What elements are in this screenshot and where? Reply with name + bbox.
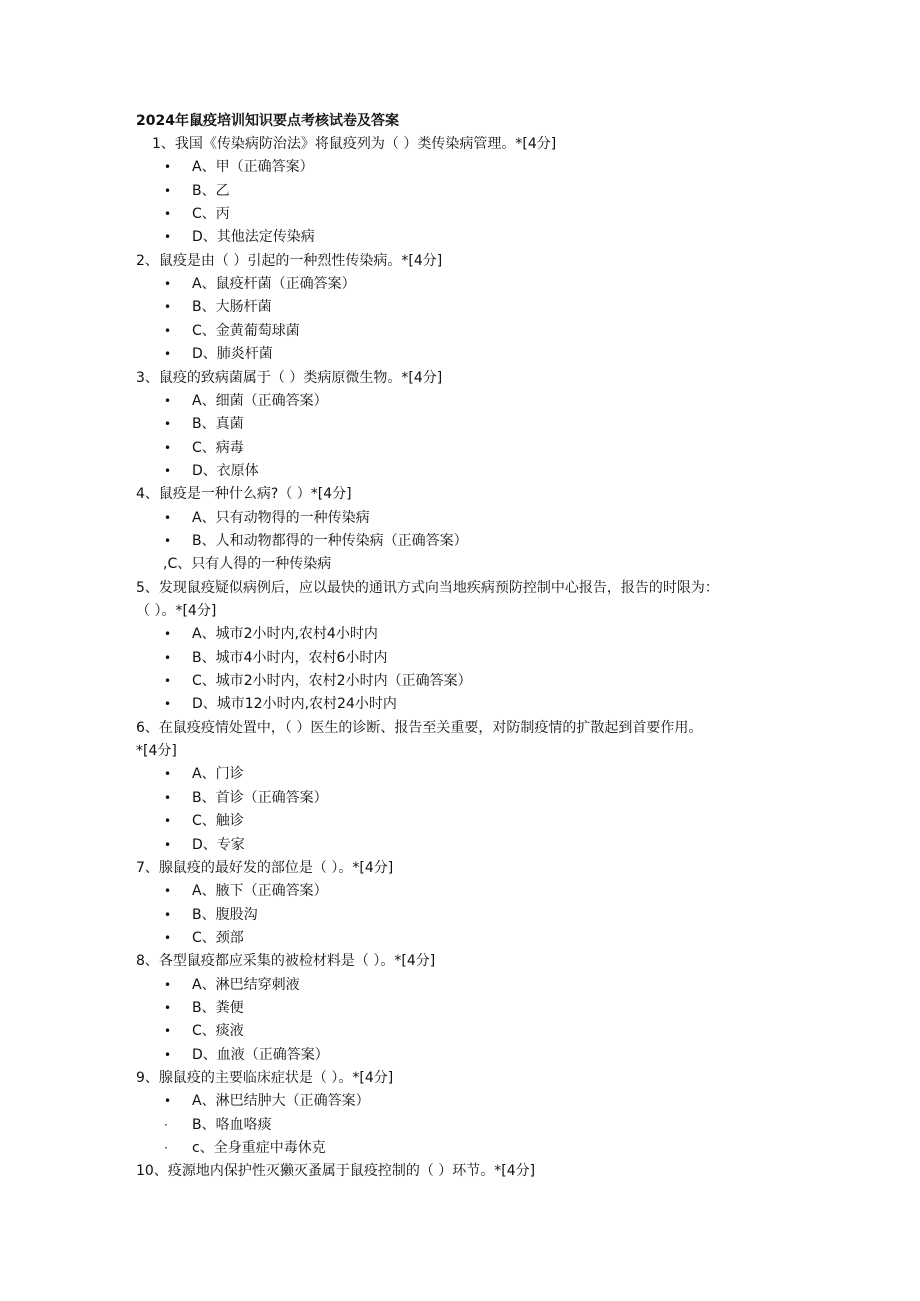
bullet-icon: •	[164, 767, 172, 782]
bullet-icon: •	[164, 1024, 172, 1039]
question-2-option: C、金黄葡萄球菌	[192, 322, 300, 339]
question-6-option: A、门诊	[192, 766, 244, 783]
question-6-option: C、触诊	[192, 813, 244, 830]
bullet-icon: •	[164, 884, 172, 899]
question-1-text: 1、我国《传染病防治法》将鼠疫列为（ ）类传染病管理。*[4分]	[152, 136, 557, 152]
question-2-option: D、肺炎杆菌	[192, 346, 273, 363]
question-5-text: （ ）。*[4分]	[136, 603, 217, 619]
question-6-text: *[4分]	[136, 743, 177, 760]
question-1-option: C、丙	[192, 206, 230, 223]
question-7-text: 7、腺鼠疫的最好发的部位是（ ）。*[4分]	[136, 859, 394, 876]
bullet-icon: •	[164, 674, 172, 689]
bullet-icon: •	[164, 977, 172, 992]
bullet-icon: •	[164, 347, 172, 362]
question-3-option: C、病毒	[192, 439, 244, 456]
question-2-option: A、鼠疫杆菌（正确答案）	[192, 276, 356, 293]
bullet-icon: •	[164, 1047, 172, 1062]
question-6-text: 6、在鼠疫疫情处置中，（ ）医生的诊断、报告至关重要，对防制疫情的扩散起到首要作用。	[136, 719, 703, 736]
question-6-option: D、专家	[192, 836, 245, 853]
question-5-option: D、城市12小时内,农村24小时内	[192, 696, 397, 713]
bullet-icon: •	[164, 930, 172, 945]
question-9-option: B、咯血咯痰	[192, 1116, 272, 1133]
question-5-option: C、城市2小时内，农村2小时内（正确答案）	[192, 673, 472, 690]
question-9-option: c、全身重症中毒休克	[192, 1140, 326, 1157]
question-4-option: B、人和动物都得的一种传染病（正确答案）	[192, 532, 468, 549]
bullet-icon: •	[164, 277, 172, 292]
question-4-text: 4、鼠疫是一种什么病?（ ）*[4分]	[136, 486, 352, 503]
bullet-icon: •	[164, 183, 172, 198]
question-3-option: D、衣原体	[192, 462, 259, 479]
bullet-icon: •	[164, 230, 172, 245]
question-1-option: A、甲（正确答案）	[192, 159, 314, 176]
document-title: 2024年鼠疫培训知识要点考核试卷及答案	[136, 113, 399, 129]
question-8-text: 8、各型鼠疫都应采集的被检材料是（ ）。*[4分]	[136, 953, 436, 970]
bullet-icon: •	[164, 533, 172, 548]
question-7-option: A、腋下（正确答案）	[192, 883, 328, 900]
question-5-text: 5、发现鼠疫疑似病例后，应以最快的通讯方式向当地疾病预防控制中心报告，报告的时限为：	[136, 579, 719, 596]
bullet-icon: •	[164, 417, 172, 432]
bullet-icon: •	[164, 814, 172, 829]
question-3-option: A、细菌（正确答案）	[192, 392, 328, 409]
question-8-option: D、血液（正确答案）	[192, 1046, 329, 1063]
question-4-option: A、只有动物得的一种传染病	[192, 509, 370, 526]
question-9-text: 9、腺鼠疫的主要临床症状是（ ）。*[4分]	[136, 1070, 394, 1086]
question-10-text: 10、疫源地内保护性灭獭灭蚤属于鼠疫控制的（ ）环节。*[4分]	[136, 1163, 536, 1180]
bullet-icon: •	[164, 1000, 172, 1015]
bullet-icon: •	[164, 790, 172, 805]
bullet-icon: •	[164, 907, 172, 922]
question-7-option: C、颈部	[192, 929, 244, 946]
question-4-option: ,C、只有人得的一种传染病	[163, 556, 332, 573]
question-5-option: B、城市4小时内，农村6小时内	[192, 649, 388, 666]
bullet-icon: •	[164, 440, 172, 455]
bullet-icon: •	[164, 207, 172, 222]
question-5-option: A、城市2小时内,农村4小时内	[192, 626, 378, 643]
bullet-icon: ·	[164, 1117, 168, 1132]
question-1-option: D、其他法定传染病	[192, 229, 315, 246]
question-2-option: B、大肠杆菌	[192, 299, 272, 316]
bullet-icon: •	[164, 697, 172, 712]
question-3-text: 3、鼠疫的致病菌属于（ ）类病原微生物。*[4分]	[136, 369, 443, 386]
bullet-icon: •	[164, 463, 172, 478]
question-9-option: A、淋巴结肿大（正确答案）	[192, 1093, 370, 1110]
question-1-option: B、乙	[192, 182, 230, 199]
question-7-option: B、腹股沟	[192, 906, 258, 923]
bullet-icon: •	[164, 650, 172, 665]
bullet-icon: •	[164, 323, 172, 338]
question-8-option: B、粪便	[192, 999, 244, 1016]
question-2-text: 2、鼠疫是由（ ）引起的一种烈性传染病。*[4分]	[136, 252, 443, 269]
question-8-option: C、痰液	[192, 1023, 244, 1040]
question-6-option: B、首诊（正确答案）	[192, 789, 328, 806]
question-3-option: B、真菌	[192, 416, 244, 433]
bullet-icon: •	[164, 837, 172, 852]
bullet-icon: •	[164, 1094, 172, 1109]
bullet-icon: •	[164, 510, 172, 525]
bullet-icon: •	[164, 627, 172, 642]
bullet-icon: •	[164, 393, 172, 408]
bullet-icon: •	[164, 160, 172, 175]
question-8-option: A、淋巴结穿刺液	[192, 976, 300, 993]
bullet-icon: •	[164, 300, 172, 315]
bullet-icon: ·	[164, 1141, 168, 1156]
